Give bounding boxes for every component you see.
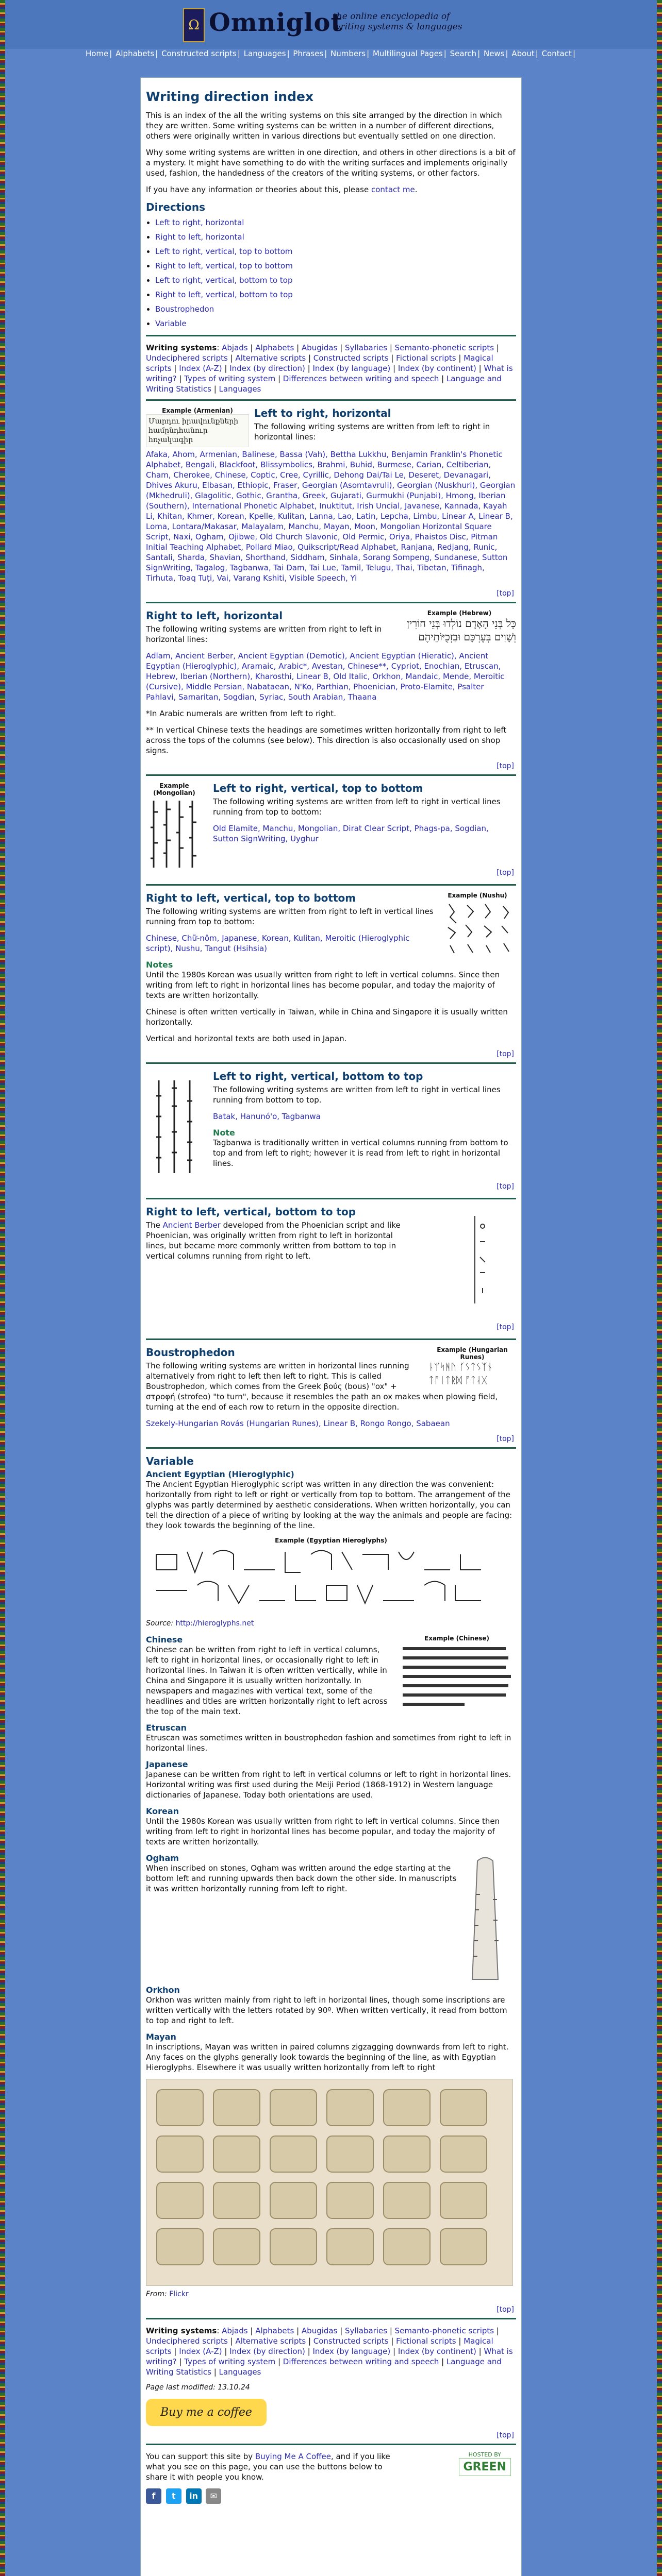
ws-link[interactable]: Undeciphered scripts (146, 353, 228, 363)
directions-list (146, 215, 516, 331)
ogham-heading: Ogham (146, 1853, 179, 1863)
nav-contact[interactable]: Contact (541, 49, 572, 58)
ws-link[interactable]: Language and Writing Statistics (146, 2357, 502, 2377)
facebook-share-icon[interactable]: f (146, 2488, 161, 2504)
ws-link[interactable]: Magical scripts (146, 353, 493, 373)
decorative-border-left (0, 0, 5, 2576)
main-nav: Home | Alphabets | Constructed scripts | Languages | Phrases | Numbers | Multilingual Pages | Search | News | About | Contact | (85, 49, 575, 58)
nav-multilingual-pages[interactable]: Multilingual Pages (372, 49, 443, 58)
example-label: Example (Hebrew) (427, 609, 492, 617)
rtl-h-desc: The following writing systems are written from right to left in horizontal lines: (146, 624, 382, 644)
boustrophedon-desc: The following writing systems are written in horizontal lines running alternatively from right to left then left to right. This is called Boustrophedon, which comes from the Greek βούς (bous) "ox" + στροφή (strofeo) "to turn", because it resembles the path an ox makes when plowing field, turning at the end of each row to return in the opposite direction. (146, 1361, 498, 1412)
divider (146, 1338, 516, 1340)
ltr-v-bt-scripts[interactable]: Batak, Hanunó'o, Tagbanwa (213, 1112, 321, 1121)
example-label: Example (Hungarian Runes) (437, 1346, 508, 1361)
ws-link[interactable]: Magical scripts (146, 2336, 493, 2356)
hebrew-example (403, 609, 516, 643)
site-tagline: the online encyclopedia of writing systems & languages (333, 11, 462, 32)
intro-period: . (415, 185, 418, 194)
social-share-buttons (146, 2488, 393, 2504)
ws-link[interactable]: Fictional scripts (396, 353, 456, 363)
nav-news[interactable]: News (483, 49, 505, 58)
ws-link[interactable]: Semanto-phonetic scripts (394, 343, 494, 352)
divider (146, 2444, 516, 2445)
green-badge-label: GREEN (459, 2458, 511, 2476)
chinese-text-image (398, 1642, 516, 1714)
ltr-v-bt-note-heading: Note (213, 1128, 235, 1138)
ws-label: Writing systems (146, 343, 217, 352)
ws-link[interactable]: Semanto-phonetic scripts (394, 2326, 494, 2335)
dir-link-rtl-v-bt[interactable]: Right to left, vertical, bottom to top (155, 290, 293, 299)
example-label: Example (Chinese) (424, 1635, 489, 1642)
section-rtl-horizontal (146, 609, 516, 770)
support-footer (146, 2451, 516, 2504)
ltr-h-heading: Left to right, horizontal (254, 407, 391, 419)
source-label: From: (146, 2290, 167, 2298)
intro-text: If you have any information or theories about this, please (146, 185, 371, 194)
ws-link[interactable]: Index (by direction) (229, 2347, 305, 2356)
divider (146, 2318, 516, 2319)
main-content (140, 77, 522, 2576)
dir-link-rtl-h[interactable]: Right to left, horizontal (155, 232, 244, 242)
ws-link[interactable]: Abugidas (301, 343, 338, 352)
rtl-v-bt-heading: Right to left, vertical, bottom to top (146, 1206, 356, 1218)
ltr-v-tb-heading: Left to right, vertical, top to bottom (213, 782, 423, 794)
rtl-v-tb-notes-heading: Notes (146, 960, 173, 970)
ltr-h-scripts[interactable]: Afaka, Ahom, Armenian, Balinese, Bassa (Vah), Bettha Lukkhu, Benjamin Franklin's Phonetic Alphabet, Bengali, Blackfoot, Blissymbolics, Brahmi, Buhid, Burmese, Carian, Celtiberian, Cham, Cherokee, Chinese, Coptic, Cree, Cyrillic, Dehong Dai/Tai Le, Deseret, Devanagari, Dhives Akuru, Elbasan, Ethiopic, Fraser, Georgian (Asomtavruli), Georgian (Nuskhuri), Georgian (Mkhedruli), Glagolitic, Gothic, Grantha, Greek, Gujarati, Gurmukhi (Punjabi), Hmong, Iberian (Southern), International Phonetic Alphabet, Inuktitut, Irish Uncial, Javanese, Kannada, Kayah Li, Khitan, Khmer, Korean, Kpelle, Kulitan, Lanna, Lao, Latin, Lepcha, Limbu, Linear A, Linear B, Loma, Lontara/Makasar, Malayalam, Manchu, Mayan, Moon, Mongolian Horizontal Square Script, Naxi, Ogham, Ojibwe, Old Church Slavonic, Old Permic, Oriya, Phaistos Disc, Pitman Initial Teaching Alphabet, Pollard Miao, Quikscript/Read Alphabet, Ranjana, Redjang, Runic, Santali, Sharda, Shavian, Shorthand, Siddham, Sinhala, Sorang Sompeng, Sundanese, Sutton SignWriting, Tagalog, Tagbanwa, Tai Dam, Tai Lue, Tamil, Telugu, Thai, Tibetan, Tifinagh, Tirhuta, Toaq Tuṭi, Vai, Varang Kshiti, Visible Speech, Yi (146, 450, 516, 583)
divider (146, 774, 516, 776)
rtl-v-tb-heading: Right to left, vertical, top to bottom (146, 892, 356, 904)
support-text-post: , and if you like what you see on this page, you can use the buttons below to share it with people you know. (146, 2452, 390, 2482)
dir-link-ltr-v-tb[interactable]: Left to right, vertical, top to bottom (155, 247, 293, 256)
support-text (146, 2451, 393, 2482)
dir-link-boustrophedon[interactable]: Boustrophedon (155, 304, 214, 314)
nushu-script-image (439, 899, 516, 961)
intro-paragraph-1: This is an index of the all the writing systems on this site arranged by the direction in which they are written. Some writing systems can be written in a number of different directions, others were originally written in various directions but eventually settled on one direction. (146, 111, 502, 141)
ws-link[interactable]: Types of writing system (184, 374, 276, 383)
section-boustrophedon (146, 1346, 516, 1443)
japanese-text: Japanese can be written from right to left in vertical columns or left to right in horizontal lines. Horizontal writing was first used during the Meiji Period (1868-1912) in Western language dictionaries of Japanese. Today both orientations are used. (146, 1770, 511, 1800)
top-link[interactable]: [top] (496, 589, 514, 598)
site-name[interactable]: Omniglot (209, 8, 343, 37)
twitter-share-icon[interactable]: t (166, 2488, 181, 2504)
ws-link[interactable]: Abjads (222, 2326, 248, 2335)
top-link[interactable]: [top] (496, 1182, 514, 1191)
mayan-glyph-grid (146, 2079, 512, 2285)
mongolian-example (146, 782, 203, 876)
hungarian-runes-example-text: ᚿᛘᛋᚻᚢ ᚴᛊᛏᛊᛉᚾ ᛏᚩᛁᛏᚱᛞ ᚩᛏᛆᚷ (428, 1362, 493, 1386)
ws-link[interactable]: Index (by language) (312, 364, 391, 373)
egyptian-text: The Ancient Egyptian Hieroglyphic script was written in any direction the was convenient: horizontally from right to left or right or vertically from top to bottom. The arrangement of the glyphs was partly determined by aesthetic considerations. When written horizontally, you can tell the direction of a piece of writing by looking at the way the animals and people are facing: they look towards the beginning of the line. (146, 1480, 512, 1530)
ws-link[interactable]: Syllabaries (345, 343, 388, 352)
ws-link[interactable]: What is writing? (146, 364, 513, 383)
mayan-inscription-image (146, 2079, 513, 2286)
hieroglyphs-net-link[interactable]: http://hieroglyphs.net (175, 1619, 254, 1628)
intro-paragraph-2: Why some writing systems are written in one direction, and others in other directions is a bit of a mystery. It might have something to do with the writing surfaces and implements originally used, fashion, the handedness of the creators of the writing systems, or other factors. (146, 148, 516, 178)
ws-link[interactable]: Undeciphered scripts (146, 2336, 228, 2346)
example-label: Example (Mongolian) (153, 782, 195, 796)
orkhon-text: Orkhon was written mainly from right to left in horizontal lines, though some inscriptions are written vertically with the letters rotated by 90º. When written vertically, it read from bottom to top and right to left. (146, 1995, 507, 2025)
ogham-text: When inscribed on stones, Ogham was written around the edge starting at the bottom left and running upwards then back down the other side. In manuscripts it was written horizontally running from left to right. (146, 1863, 457, 1893)
example-label: Example (Armenian) (162, 407, 233, 414)
ws-link[interactable]: Index (by continent) (398, 2347, 476, 2356)
site-header (5, 0, 657, 49)
top-link[interactable]: [top] (496, 762, 514, 770)
ltr-v-bt-heading: Left to right, vertical, bottom to top (213, 1070, 423, 1082)
ws-link[interactable]: Constructed scripts (313, 2336, 389, 2346)
ltr-h-desc: The following writing systems are written from left to right in horizontal lines: (254, 422, 490, 442)
nushu-example (439, 892, 516, 963)
example-label: Example (Egyptian Hieroglyphs) (275, 1537, 387, 1544)
writing-systems-nav-bottom: Writing systems: Abjads | Alphabets | Abugidas | Syllabaries | Semanto-phonetic scripts | Undeciphered scripts | Alternative scripts | Constructed scripts | Fictional scripts | Magical scripts | Index (A-Z) | Index (by direction) | Index (by language) | Index (by continent) | What is writing? | Types of writing system | Differences between writing and speech | Language and Writing Statistics | Languages (146, 2326, 513, 2377)
ltr-v-tb-scripts[interactable]: Old Elamite, Manchu, Mongolian, Dirat Clear Script, Phags-pa, Sogdian, Sutton SignWriting, Uyghur (213, 824, 489, 843)
etruscan-text: Etruscan was sometimes written in boustrophedon fashion and sometimes from right to left in horizontal lines. (146, 1733, 511, 1753)
ws-link[interactable]: Index (A-Z) (179, 2347, 222, 2356)
section-rtl-vertical-tb (146, 892, 516, 1058)
top-link[interactable]: [top] (496, 2431, 514, 2439)
mayan-heading: Mayan (146, 2032, 176, 2042)
writing-systems-nav-top: Writing systems: Abjads | Alphabets | Abugidas | Syllabaries | Semanto-phonetic scripts | Undeciphered scripts | Alternative scripts | Constructed scripts | Fictional scripts | Magical scripts | Index (A-Z) | Index (by direction) | Index (by language) | Index (by continent) | What is writing? | Types of writing system | Differences between writing and speech | Language and Writing Statistics | Languages (146, 343, 513, 394)
flickr-link[interactable]: Flickr (169, 2290, 189, 2298)
nav-languages[interactable]: Languages (243, 49, 286, 58)
divider (146, 1447, 516, 1449)
ws-link[interactable]: Alternative scripts (235, 2336, 306, 2346)
ws-link[interactable]: Differences between writing and speech (283, 374, 439, 383)
chinese-heading: Chinese (146, 1635, 183, 1645)
ltr-v-bt-note: Tagbanwa is traditionally written in vertical columns running from bottom to top and from left to right; however it is read from left to right in horizontal lines. (213, 1138, 508, 1168)
mongolian-script-image (146, 796, 203, 874)
korean-heading: Korean (146, 1806, 179, 1816)
nav-about[interactable]: About (511, 49, 535, 58)
japanese-heading: Japanese (146, 1759, 188, 1769)
intro-paragraph-3 (146, 184, 516, 195)
page-title: Writing direction index (146, 89, 314, 104)
ws-link[interactable]: Alphabets (255, 343, 294, 352)
etruscan-heading: Etruscan (146, 1723, 187, 1733)
section-ltr-vertical-tb (146, 782, 516, 880)
ws-link[interactable]: Types of writing system (184, 2357, 276, 2366)
section-rtl-vertical-bt (146, 1206, 516, 1334)
egyptian-heading: Ancient Egyptian (Hieroglyphic) (146, 1469, 294, 1479)
batak-script-image (151, 1070, 197, 1178)
egyptian-source (146, 1618, 516, 1629)
top-link[interactable]: [top] (496, 1323, 514, 1331)
rtl-h-scripts[interactable]: Adlam, Ancient Berber, Ancient Egyptian (Demotic), Ancient Egyptian (Hieratic), Ancient Egyptian (Hieroglyphic), Aramaic, Arabic*, Avestan, Chinese**, Cypriot, Enochian, Etruscan, Hebrew, Iberian (Northern), Kharosthi, Linear B, Old Italic, Orkhon, Mandaic, Mende, Meroitic (Cursive), Middle Persian, Nabataean, N'Ko, Parthian, Phoenician, Proto-Elamite, Psalter Pahlavi, Samaritan, Sogdian, Syriac, South Arabian, Thaana (146, 651, 505, 702)
nav-numbers[interactable]: Numbers (330, 49, 366, 58)
top-link[interactable]: [top] (496, 1050, 514, 1058)
ws-link[interactable]: Differences between writing and speech (283, 2357, 439, 2366)
divider (146, 602, 516, 603)
last-modified: Page last modified: 13.10.24 (146, 2383, 250, 2392)
ltr-v-tb-desc: The following writing systems are written from left to right in vertical lines running from top to bottom: (213, 797, 501, 817)
top-link[interactable]: [top] (496, 1435, 514, 1443)
ws-link[interactable]: Language and Writing Statistics (146, 374, 502, 394)
hungarian-runes-example (428, 1346, 516, 1387)
ws-link[interactable]: Languages (219, 2367, 261, 2377)
dir-link-ltr-v-bt[interactable]: Left to right, vertical, bottom to top (155, 276, 293, 285)
rtl-v-tb-note-1: Until the 1980s Korean was usually written from right to left in vertical columns. Since then writing from left to right in horizontal lines has become popular, and today the majority of texts are written horizontally. (146, 970, 500, 1000)
mayan-source (146, 2289, 516, 2299)
linkedin-share-icon[interactable]: in (186, 2488, 202, 2504)
nav-alphabets[interactable]: Alphabets (115, 49, 155, 58)
hebrew-example-text: כָּל בְּנֵי הָאָדָם נוֹלְדוּ בְּנֵי חוֹרִין וְשָׁוִים בְּעֶרְכָּם וּבִזְכֻיּוֹתֵיהֶם (406, 617, 516, 643)
divider (146, 1198, 516, 1199)
dir-link-rtl-v-tb[interactable]: Right to left, vertical, top to bottom (155, 261, 293, 270)
mayan-text: In inscriptions, Mayan was written in paired columns zigzagging downwards from left to right. Any faces on the glyphs generally look towards the beginning of the line, as with Egyptian Hieroglyphs. Elsewhere it was usually written horizontally from left to right (146, 2042, 509, 2072)
omniglot-logo-icon[interactable]: Ω (183, 8, 205, 42)
buy-me-a-coffee-button[interactable]: Buy me a coffee (146, 2399, 267, 2426)
rtl-v-tb-scripts[interactable]: Chinese, Chữ-nôm, Japanese, Korean, Kulitan, Meroitic (Hieroglyphic script), Nushu, Tangut (Hsihsia) (146, 934, 410, 953)
rtl-v-bt-desc (146, 1220, 404, 1261)
rtl-h-note-1: *In Arabic numerals are written from left to right. (146, 709, 336, 718)
nav-phrases[interactable]: Phrases (293, 49, 324, 58)
green-badge-sub: HOSTED BY (468, 2451, 501, 2458)
rtl-h-note-2: ** In vertical Chinese texts the headings are sometimes written horizontally from right to left across the tops of the columns (see below). This direction is also occasionally used on shop signs. (146, 725, 507, 755)
ws-link[interactable]: Abjads (222, 343, 248, 352)
section-ltr-horizontal (146, 407, 516, 598)
boustrophedon-heading: Boustrophedon (146, 1346, 235, 1359)
korean-text: Until the 1980s Korean was usually written from right to left in vertical columns. Since then writing from left to right in horizontal lines has become popular, and today the majority of texts are written horizontally. (146, 1817, 500, 1846)
ltr-v-bt-desc: The following writing systems are written from left to right in vertical lines running from bottom to top. (213, 1085, 501, 1105)
decorative-border-right (657, 0, 662, 2576)
egyptian-hieroglyphs-image (146, 1544, 507, 1616)
armenian-example (146, 407, 249, 447)
ancient-berber-link[interactable]: Ancient Berber (162, 1221, 221, 1230)
nav-constructed-scripts[interactable]: Constructed scripts (161, 49, 237, 58)
divider (146, 399, 516, 401)
directions-heading: Directions (146, 201, 206, 213)
source-label: Source: (146, 1619, 174, 1628)
rtl-v-tb-note-3: Vertical and horizontal texts are both used in Japan. (146, 1034, 347, 1043)
orkhon-heading: Orkhon (146, 1985, 180, 1995)
green-hosting-badge[interactable] (459, 2451, 511, 2476)
divider (146, 884, 516, 886)
desc-text: developed from the Phoenician script and like Phoenician, was originally written from right to left in horizontal lines, but became more commonly written from bottom to top in vertical columns running from right to left. (146, 1221, 401, 1261)
ws-link[interactable]: Constructed scripts (313, 353, 389, 363)
support-text-pre: You can support this site by (146, 2452, 255, 2461)
ws-link[interactable]: Index (by direction) (229, 364, 305, 373)
top-link[interactable]: [top] (496, 869, 514, 877)
desc-text: The (146, 1221, 163, 1230)
ws-link[interactable]: Abugidas (301, 2326, 338, 2335)
berber-script-image (465, 1211, 495, 1309)
divider (146, 335, 516, 336)
ws-link[interactable]: Languages (219, 384, 261, 394)
ws-link[interactable]: Alternative scripts (235, 353, 306, 363)
rtl-v-tb-desc: The following writing systems are written from right to left in vertical lines running from top to bottom: (146, 907, 434, 926)
ws-link[interactable]: Index (by language) (312, 2347, 391, 2356)
nav-home[interactable]: Home (85, 49, 109, 58)
dir-link-ltr-h[interactable]: Left to right, horizontal (155, 218, 244, 227)
chinese-example (398, 1635, 516, 1716)
boustrophedon-scripts[interactable]: Szekely-Hungarian Rovás (Hungarian Runes), Linear B, Rongo Rongo, Sabaean (146, 1419, 450, 1428)
ws-link[interactable]: Alphabets (255, 2326, 294, 2335)
chinese-text: Chinese can be written from right to left in vertical columns, left to right in horizontal lines, or occasionally right to left in horizontal lines. In Taiwan it is often written vertically, while in China and Singapore it is usually written horizontally. In newspapers and magazines with vertical text, some of the headlines and titles are written horizontally right to left across the top of the main text. (146, 1645, 388, 1716)
section-variable (146, 1455, 516, 2314)
ws-link[interactable]: Fictional scripts (396, 2336, 456, 2346)
rtl-v-tb-note-2: Chinese is often written vertically in Taiwan, while in China and Singapore it is usually written horizontally. (146, 1007, 508, 1027)
top-link[interactable]: [top] (496, 2306, 514, 2314)
nav-search[interactable]: Search (450, 49, 477, 58)
section-ltr-vertical-bt (146, 1070, 516, 1194)
buy-coffee-link[interactable]: Buying Me A Coffee (255, 2452, 331, 2461)
variable-heading: Variable (146, 1455, 194, 1467)
divider (146, 1062, 516, 1064)
example-label: Example (Nushu) (448, 892, 507, 899)
email-share-icon[interactable]: ✉ (206, 2488, 221, 2504)
ogham-stone-image (465, 1853, 506, 1982)
ws-label: Writing systems (146, 2326, 217, 2335)
rtl-h-heading: Right to left, horizontal (146, 609, 283, 622)
armenian-example-text: Մարդու իրավունքների համընդհանուր հռչակագիր (146, 414, 249, 447)
ws-link[interactable]: Index (A-Z) (179, 364, 222, 373)
ws-link[interactable]: What is writing? (146, 2347, 513, 2366)
ws-link[interactable]: Index (by continent) (398, 364, 476, 373)
contact-me-link[interactable]: contact me (371, 185, 415, 194)
dir-link-variable[interactable]: Variable (155, 319, 187, 328)
ws-link[interactable]: Syllabaries (345, 2326, 388, 2335)
